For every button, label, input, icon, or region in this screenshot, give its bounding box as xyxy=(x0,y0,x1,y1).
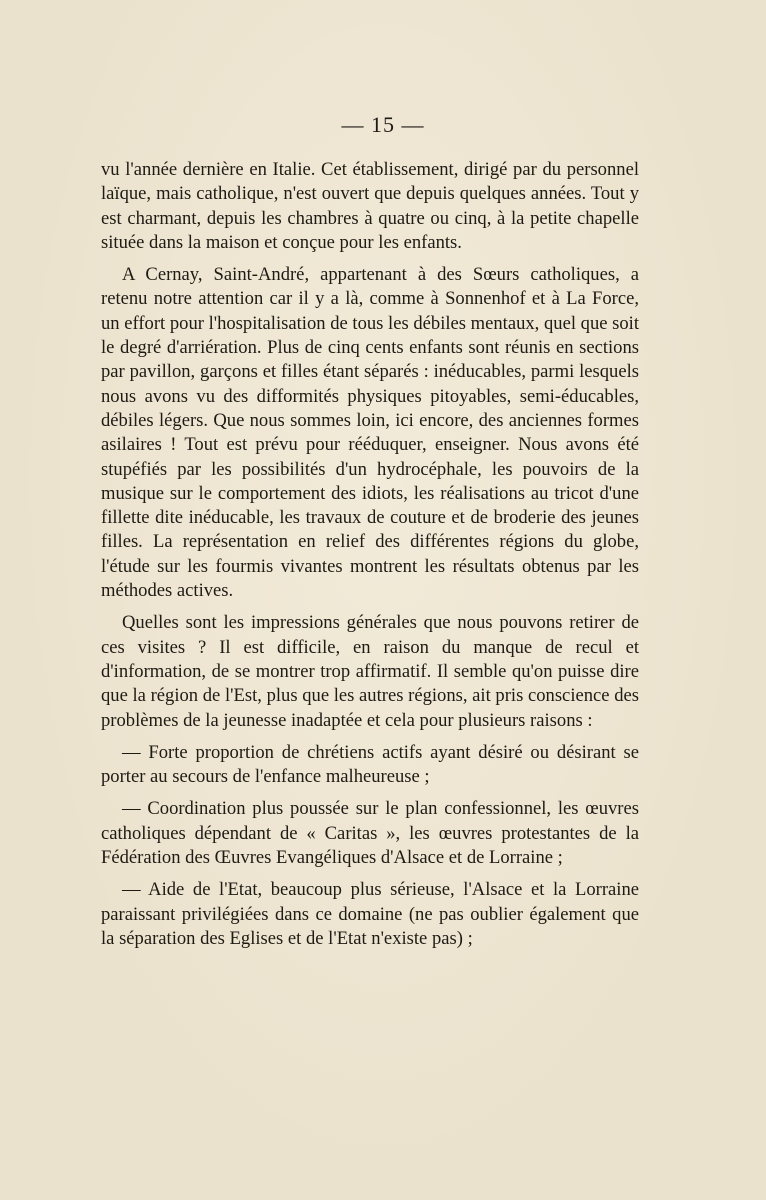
list-item-coordination: — Coordination plus poussée sur le plan confessionnel, les œuvres catholiques dépendant de « Caritas », les œuvres protestantes de la Fédération des Œuvres Evangéliques d'Alsace et de Lorraine ; xyxy=(101,798,639,869)
list-item-aide-etat: — Aide de l'Etat, beaucoup plus sérieuse, l'Alsace et la Lorraine paraissant privilégiées dans ce domaine (ne pas oublier également que la séparation des Eglises et de l'Etat n'existe pas) ; xyxy=(101,879,639,949)
page-number: — 15 — xyxy=(341,112,425,137)
paragraph-impressions: Quelles sont les impressions générales que nous pouvons retirer de ces visites ? Il est difficile, en raison du manque de recul et d'information, de se montrer trop affirmatif. Il semble qu'on puisse dire que la région de l'Est, plus que les autres régions, ait pris conscience des problèmes de la jeunesse inadaptée et cela pour plusieurs raisons : xyxy=(101,612,639,731)
paragraph-continuation: vu l'année dernière en Italie. Cet établissement, dirigé par du personnel laïque, mais catholique, n'est ouvert que depuis quelques années. Tout y est charmant, depuis les chambres à quatre ou cinq, à la petite chapelle située dans la maison et conçue pour les enfants. xyxy=(101,159,639,253)
body-text xyxy=(101,158,639,959)
paragraph-cernay: A Cernay, Saint-André, appartenant à des Sœurs catholiques, a retenu notre attention car il y a là, comme à Sonnenhof et à La Force, un effort pour l'hospitalisation de tous les débiles mentaux, quel que soit le degré d'arriération. Plus de cinq cents enfants sont réunis en sections par pavillon, garçons et filles étant séparés : inéducables, parmi lesquels nous avons vu des difformités physiques pitoyables, semi-éducables, débiles légers. Que nous sommes loin, ici encore, des anciennes formes asilaires ! Tout est prévu pour rééduquer, enseigner. Nous avons été stupéfiés par les possibilités d'un hydrocéphale, les pouvoirs de la musique sur le comportement des idiots, les réalisations au tricot d'une fillette dite inéducable, les travaux de couture et de broderie des jeunes filles. La représentation en relief des différentes régions du globe, l'étude sur les fourmis vivantes montrent les résultats obtenus par les méthodes actives. xyxy=(101,264,640,602)
list-item-chretiens: — Forte proportion de chrétiens actifs ayant désiré ou désirant se porter au secours de l'enfance malheureuse ; xyxy=(101,741,639,788)
